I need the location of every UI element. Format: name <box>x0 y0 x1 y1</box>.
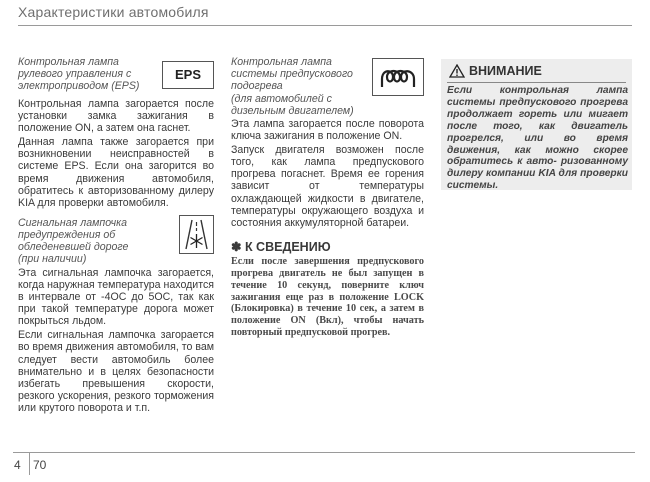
eps-warning-icon: EPS <box>162 61 214 89</box>
eps-paragraph-2: Данная лампа также загорается при возникновении неисправностей в системе EPS. Если она загорится во время движения автомобиля, обратитесь к авторизованному дилеру KIA для проверки автомобиля. <box>18 136 214 209</box>
footer-divider <box>29 453 30 475</box>
warning-text: Если контрольная лампа системы предпускового прогрева продолжает гореть или мигает после того, как двигатель прогрелся, или во время движения, как можно скорее обратитесь к авто- ризованному дилеру компании KIA для проверки системы. <box>447 85 628 192</box>
ice-heading-row <box>18 217 214 267</box>
section-number: 4 <box>14 458 21 472</box>
warning-title: ВНИМАНИЕ <box>469 64 542 78</box>
glow-paragraph-1: Эта лампа загорается после поворота ключа зажигания в положение ON. <box>231 118 424 143</box>
ice-section-title: Сигнальная лампочка предупреждения об обледеневшей дороге (при наличии) <box>18 216 129 266</box>
column-left <box>18 56 214 416</box>
glow-section-title: Контрольная лампа системы предпускового подогрева (для автомобилей с дизельным двигателем) <box>231 56 354 117</box>
eps-heading-row <box>18 56 214 96</box>
glow-paragraph-2: Запуск двигателя возможен после того, как лампа предпускового прогрева погаснет. Время ее горения зависит от температуры охлаждающей жидкости в двигателе, температуры окружающего воздуха и состояния аккумуляторной батареи. <box>231 144 424 229</box>
info-text: Если после завершения предпускового прогрева двигатель не был запущен в течение 10 секунд, поверните ключ зажигания еще раз в положение LOCK (Блокировка) в течение 10 сек, а затем в положение ON (Вкл), чтобы начать повторный предпусковой прогрев. <box>231 255 424 339</box>
warning-triangle-icon <box>449 64 465 78</box>
glow-plug-icon <box>372 58 424 96</box>
info-title: ✽ К СВЕДЕНИЮ <box>231 239 331 254</box>
page-header-title: Характеристики автомобиля <box>18 4 209 20</box>
icy-road-icon <box>179 215 214 254</box>
eps-section-title: Контрольная лампа рулевого управления с электроприводом (EPS) <box>18 56 140 93</box>
column-middle <box>231 56 424 339</box>
ice-paragraph-2: Если сигнальная лампочка загорается во время движения автомобиля, то вам следует вести автомобиль более внимательно и в целях безопасности избегать превышения скорости, резкого ускорения, резкого торможения или крутого поворота и т.п. <box>18 329 214 414</box>
warning-box <box>441 59 632 190</box>
page-footer <box>0 452 650 482</box>
warning-rule <box>447 82 626 83</box>
footer-rule <box>13 452 635 453</box>
header-rule <box>18 25 632 26</box>
glow-heading-row <box>231 56 424 118</box>
eps-paragraph-1: Контрольная лампа загорается после установки замка зажигания в положение ON, а затем она гаснет. <box>18 98 214 135</box>
page-number: 70 <box>33 458 47 472</box>
page-header <box>0 0 650 26</box>
ice-paragraph-1: Эта сигнальная лампочка загорается, когда наружная температура находится в интервале от -4ОС до 5ОС, так как при такой температуре дорога может покрыться льдом. <box>18 266 214 328</box>
